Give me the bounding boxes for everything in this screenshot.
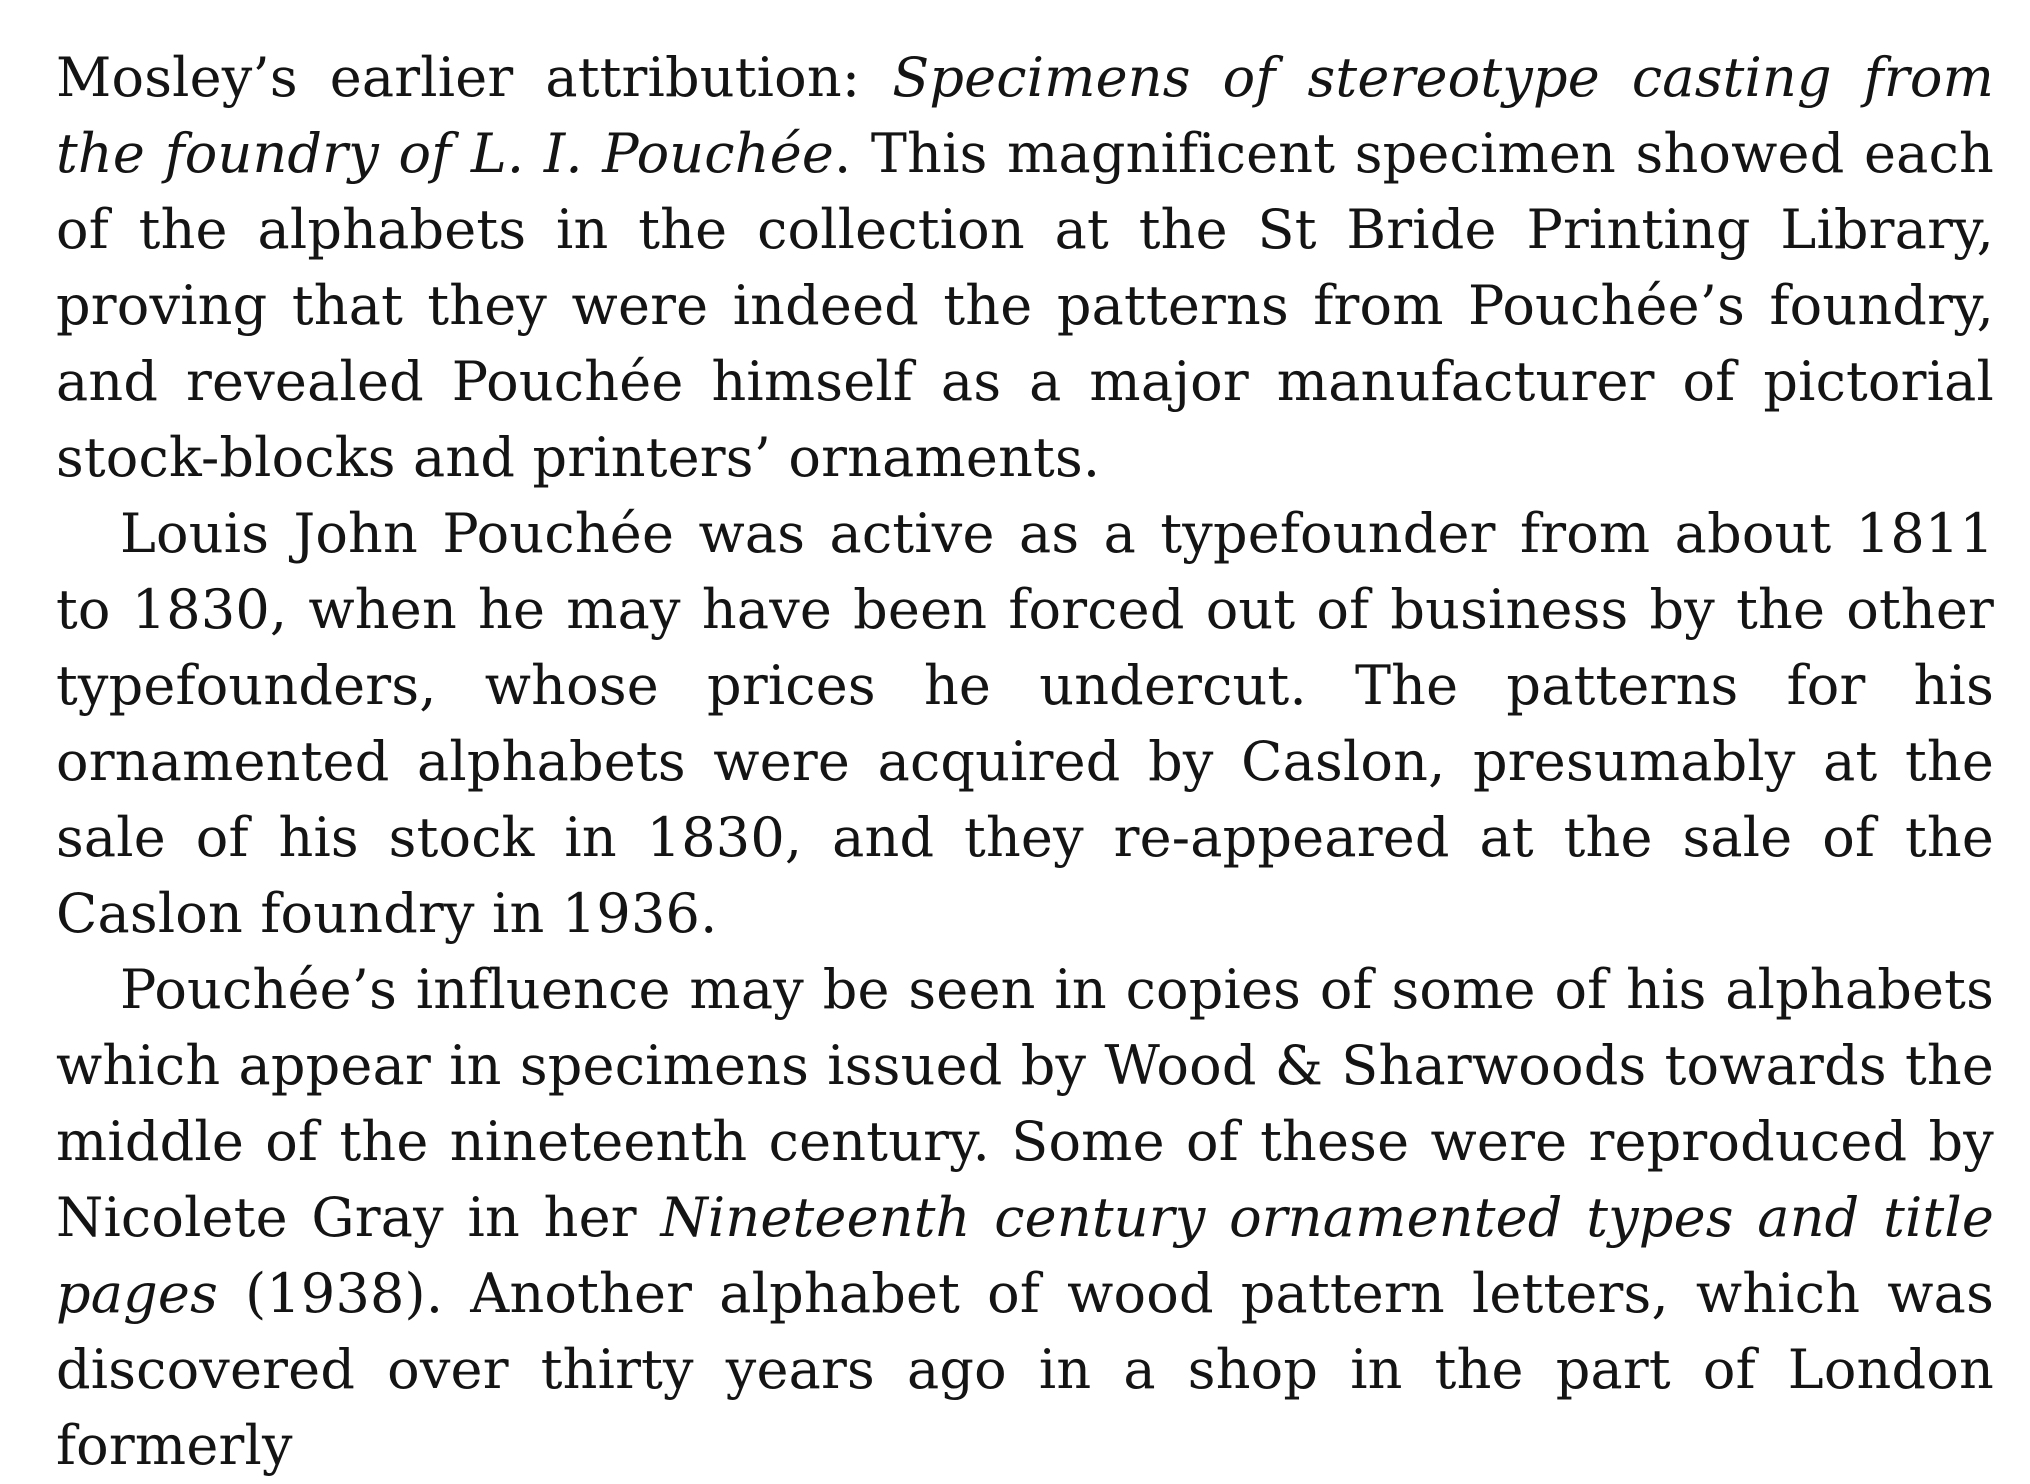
paragraph-2-text-1: Louis John Pouchée was active as a typefounder from about 1811 to 1830, when he may have been forced out of business by the other typefounders, whose prices he undercut. The patterns for his ornamented alphabets were acquired by Caslon, presumably at the sale of his stock in 1830, and they re-appeared at the sale of the Caslon foundry in 1936. [56, 502, 1994, 945]
body-text [56, 40, 1994, 1484]
paragraph-2 [56, 496, 1994, 952]
paragraph-1-text-2: . This magnificent specimen showed each of the alphabets in the collection at the St Bride Printing Library, proving that they were indeed the patterns from Pouchée’s foundry, and revealed Pouchée himself as a major manufacturer of pictorial stock-blocks and printers’ ornaments. [56, 122, 1994, 489]
paragraph-3 [56, 952, 1994, 1484]
paragraph-3-text-2: (1938). Another alphabet of wood pattern letters, which was discovered over thirty years ago in a shop in the part of London formerly [56, 1262, 1994, 1477]
italic-title-nineteenth-century: Nineteenth century ornamented types and title pages [56, 1186, 1994, 1325]
paragraph-1-text-1: Mosley’s earlier attribution: [56, 46, 893, 109]
paragraph-3-text-1: Pouchée’s influence may be seen in copies of some of his alphabets which appear in specimens issued by Wood & Sharwoods towards the middle of the nineteenth century. Some of these were reproduced by Nicolete Gray in her [56, 958, 1994, 1249]
italic-title-specimens: Specimens of stereotype casting from the foundry of L. I. Pouchée [56, 46, 1995, 185]
paragraph-1 [56, 40, 1994, 496]
